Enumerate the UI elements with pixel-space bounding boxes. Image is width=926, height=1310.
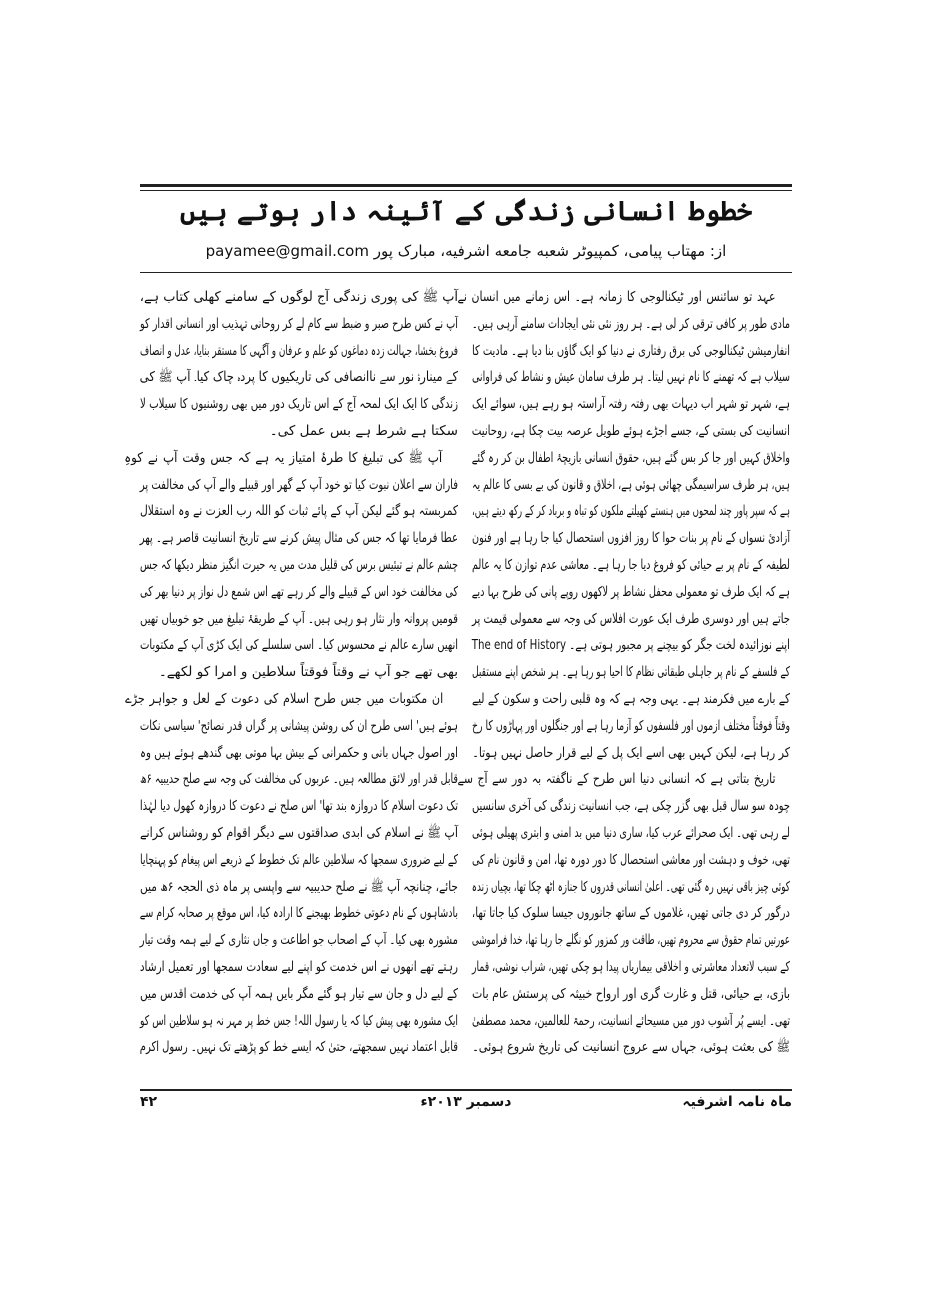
issue-date: دسمبر ۲۰۱۳ء bbox=[420, 1094, 512, 1110]
text-line: فاران سے اعلان نبوت کیا تو خود آپ کے گھر اور قبیلے والے آپ کی مخالفت پر bbox=[139, 476, 458, 493]
text-line: کر رہا ہے، لیکن کہیں بھی اسے ایک پل کے لیے قرار حاصل نہیں ہوتا۔ bbox=[472, 744, 790, 761]
text-line: قابل قدر اور لائق مطالعہ ہیں۔ عربوں کی مخالفت کی وجہ سے صلح حدیبیہ ۶ھ bbox=[140, 771, 459, 788]
text-line: سکتا ہے شرط ہے بس عمل کی۔ bbox=[269, 422, 458, 439]
text-line: بازی، بے حیائی، قتل و غارت گری اور ارواح خبیثہ کی پرستش عام بات bbox=[472, 985, 790, 1002]
text-line: کوئی چیز باقی نہیں رہ گئی تھی۔ اعلیٰ انسانی قدروں کا جنازہ اٹھ چکا تھا، بچیاں زندہ bbox=[471, 878, 790, 895]
page-footer bbox=[140, 1094, 792, 1118]
text-line: ایک مشورہ بھی پیش کیا کہ یا رسول اللہ! جس خط پر مہر نہ ہو سلاطین اس کو bbox=[140, 1012, 458, 1029]
text-line: ہے کہ سپر پاور چند لمحوں میں ہنستے کھیلتے ملکوں کو تباہ و برباد کر کے رکھ دیتے ہیں، bbox=[472, 503, 790, 520]
text-column-first bbox=[457, 284, 790, 1061]
header-rule-thick bbox=[140, 184, 792, 187]
text-line: اپنے نوزائیدہ لخت جگر کو بیچنے پر مجبور ہوتی ہے۔ The end of History bbox=[471, 637, 790, 654]
text-line: کے مینارۂ نور سے ناانصافی کی تاریکیوں کا پردہ چاک کیا۔ آپ ﷺ کی bbox=[139, 369, 458, 386]
text-column-second bbox=[124, 284, 459, 1061]
text-line: عورتیں تمام حقوق سے محروم تھیں، طاقت ور کمزور کو نگلے جا رہا تھا، خدا فراموشی bbox=[471, 932, 790, 949]
text-line: کی مخالفت خود اس کے قبیلے والے کر رہے تھے اس شمع دل نواز پر دنیا بھر کی bbox=[140, 583, 458, 600]
text-line: کے لیے ضروری سمجھا کہ سلاطین عالم تک خطوط کے ذریعے اس پیغام کو پہنچایا bbox=[140, 851, 458, 868]
page-number: ۴۲ bbox=[140, 1094, 158, 1110]
text-line: آپ ﷺ کی پوری زندگی آج لوگوں کے سامنے کھلی کتاب ہے، bbox=[139, 289, 458, 305]
text-line: کے سبب لاتعداد معاشرتی و اخلاقی بیماریاں پیدا ہو چکی تھیں، شراب نوشی، قمار bbox=[472, 958, 790, 975]
text-line: ان مکتوبات میں جس طرح اسلام کی دعوت کے لعل و جواہر جڑے bbox=[125, 690, 444, 707]
text-line: فروغ بخشا، جہالت زدہ دماغوں کو علم و عرفان و آگہی کا مستقر بنایا، عدل و انصاف bbox=[139, 342, 458, 359]
text-line: سیلاب ہے کہ تھمنے کا نام نہیں لیتا۔ ہر طرف سامان عیش و نشاط کی فراوانی bbox=[472, 369, 790, 386]
text-line: اور اصول جہاں بانی و حکمرانی کے بیش بہا موتی بھی گندھے ہوئے ہیں وہ bbox=[140, 744, 458, 761]
text-line: عہد تو سائنس اور ٹیکنالوجی کا زمانہ ہے۔ اس زمانے میں انسان نے bbox=[457, 289, 776, 305]
text-line: ہیں، ہر طرف سراسیمگی چھائی ہوئی ہے، اخلاق و قانون کی بے بسی کا عالم یہ bbox=[472, 476, 790, 493]
text-line: کے بارے میں فکرمند ہے۔ یہی وجہ ہے کہ وہ قلبی راحت و سکون کے لیے bbox=[471, 690, 790, 707]
text-line: وقتاً فوقتاً مختلف ازموں اور فلسفوں کو آزما رہا ہے اور جنگلوں اور پہاڑوں کا رخ bbox=[472, 717, 790, 734]
text-line: جاتے ہیں اور دوسری طرف ایک عورت افلاس کی وجہ سے معمولی قیمت پر bbox=[472, 610, 790, 627]
text-line: انفارمیشن ٹیکنالوجی کی برق رفتاری نے دنیا کو ایک گاؤں بنا دیا ہے۔ مادیت کا bbox=[472, 342, 790, 359]
text-line: مادی طور پر کافی ترقی کر لی ہے۔ ہر روز نئی نئی ایجادات سامنے آرہی ہیں۔ bbox=[472, 315, 790, 332]
text-line: زندگی کا ایک ایک لمحہ آج کے اس تاریک دور میں بھی روشنیوں کا سیلاب لا bbox=[140, 396, 458, 413]
text-line: بادشاہوں کے نام دعوتی خطوط بھیجنے کا ارادہ کیا، اس موقع پر صحابہ کرام سے bbox=[139, 905, 458, 922]
text-line: لے رہی تھی۔ ایک صحرائے عرب کیا، ساری دنیا میں بد امنی و ابتری پھیلی ہوئی bbox=[471, 824, 790, 841]
text-line: ہے کہ ایک طرف تو معمولی محفل نشاط پر لاکھوں روپے پانی کی طرح بہا دیے bbox=[471, 583, 790, 600]
text-line: رہتے تھے انھوں نے اس خدمت کو اپنے لیے سعادت سمجھا اور تعمیل ارشاد bbox=[139, 958, 458, 975]
byline-rule bbox=[140, 272, 792, 273]
text-line: کمربستہ ہو گئے لیکن آپ کے پائے ثبات کو اللہ رب العزت نے وہ استقلال bbox=[139, 503, 458, 520]
text-line: آپ ﷺ نے اسلام کی ابدی صداقتوں سے دیگر اقوام کو روشناس کرانے bbox=[140, 824, 458, 841]
text-line: ہے، شہر تو شہر اب دیہات بھی رفتہ رفتہ آراستہ ہو رہے ہیں، سوائے ایک bbox=[472, 396, 790, 413]
text-line: آپ ﷺ کی تبلیغ کا طرۂ امتیاز یہ ہے کہ جس وقت آپ نے کوہِ bbox=[124, 449, 443, 466]
text-line: تھی، خوف و دہشت اور معاشی استحصال کا دور دورہ تھا، امن و قانون نام کی bbox=[472, 851, 790, 868]
article-byline: از: مهتاب پیامی، کمپیوٹر شعبه جامعه اشرفیه، مبارک پور payamee@gmail.com bbox=[205, 242, 727, 260]
text-line: کے لیے دل و جان سے تیار ہو گئے مگر بایں ہمہ آپ کی خدمت اقدس میں bbox=[140, 985, 458, 1002]
text-line: درگور کر دی جاتی تھیں، غلاموں کے ساتھ جانوروں جیسا سلوک کیا جاتا تھا، bbox=[471, 905, 790, 922]
text-line: آزادیٔ نسواں کے نام پر بنات حوا کا روز افزوں استحصال کیا جا رہا ہے اور فنون bbox=[472, 530, 790, 547]
header-rule-thin bbox=[140, 190, 792, 191]
text-line: چشم عالم نے تیئیس برس کی قلیل مدت میں یہ حیرت انگیز منظر دیکھا کہ جس bbox=[139, 556, 458, 573]
text-line: قومیں پروانہ وار نثار ہو رہی ہیں۔ آپ کے طریقۂ تبلیغ میں جو خوبیاں تھیں bbox=[140, 610, 458, 627]
text-line: انسانیت کی بستی کے، جسے اجڑے ہوئے طویل عرصہ بیت چکا ہے، روحانیت bbox=[471, 422, 790, 439]
text-line: بھی تھے جو آپ نے وقتاً فوقتاً سلاطین و امرا کو لکھے۔ bbox=[158, 664, 458, 681]
text-line: عطا فرمایا تھا کہ جس کی مثال پیش کرنے سے تاریخ انسانیت قاصر ہے۔ پھر bbox=[139, 530, 459, 547]
text-line: لطیفہ کے نام پر بے حیائی کو فروغ دیا جا رہا ہے۔ معاشی عدم توازن کا یہ عالم bbox=[472, 556, 790, 573]
text-line: جائے، چنانچہ آپ ﷺ نے صلح حدیبیہ سے واپسی پر ماہ ذی الحجہ ۶ھ میں bbox=[140, 878, 458, 895]
text-line: انھیں سارے عالم نے محسوس کیا۔ اسی سلسلے کی ایک کڑی آپ کے مکتوبات bbox=[140, 637, 458, 654]
text-line: چودہ سو سال قبل بھی گزر چکی ہے، جب انسانیت زندگی کی آخری سانسیں bbox=[472, 798, 790, 815]
text-line: آپ نے کس طرح صبر و ضبط سے کام لے کر روحانی تہذیب اور انسانی اقدار کو bbox=[140, 315, 458, 332]
text-line: تھی۔ ایسے پُر آشوب دور میں مسیحائے انسانیت، رحمۃ للعالمین، محمد مصطفیٰ bbox=[472, 1012, 790, 1029]
magazine-name: ماہ نامہ اشرفیہ bbox=[682, 1094, 792, 1110]
text-line: تک دعوت اسلام کا دروازہ بند تھا' اس صلح نے دعوت کا دروازہ کھول دیا لہٰذا bbox=[139, 798, 458, 815]
text-line: مشورہ بھی کیا۔ آپ کے اصحاب جو اطاعت و جاں نثاری کے لیے ہمہ وقت تیار bbox=[139, 932, 458, 949]
article-title: خطوط انسانی زندگی کے آئینہ دار ہوتے ہیں bbox=[179, 196, 753, 227]
text-line: ﷺ کی بعثت ہوئی، جہاں سے عروج انسانیت کی تاریخ شروع ہوئی۔ bbox=[472, 1039, 790, 1056]
text-line: تاریخ بتاتی ہے کہ انسانی دنیا اس طرح کے ناگفتہ بہ دور سے آج سے bbox=[457, 771, 776, 788]
text-line: ہوئے ہیں' اسی طرح ان کی روشن پیشانی پر گراں قدر نصائح' سیاسی نکات bbox=[139, 717, 459, 734]
text-line: کے فلسفے کے نام پر جاہلی طبقاتی نظام کا احیا ہو رہا ہے۔ ہر شخص اپنے مستقبل bbox=[472, 664, 790, 681]
text-line: واخلاق کہیں اور جا کر بس گئے ہیں، حقوق انسانی بازیچۂ اطفال بن کر رہ گئے bbox=[471, 449, 790, 466]
text-line: قابل اعتماد نہیں سمجھتے، حتیٰ کہ ایسے خط کو پڑھتے تک نہیں۔ رسول اکرم bbox=[139, 1039, 458, 1056]
footer-rule bbox=[140, 1089, 792, 1091]
